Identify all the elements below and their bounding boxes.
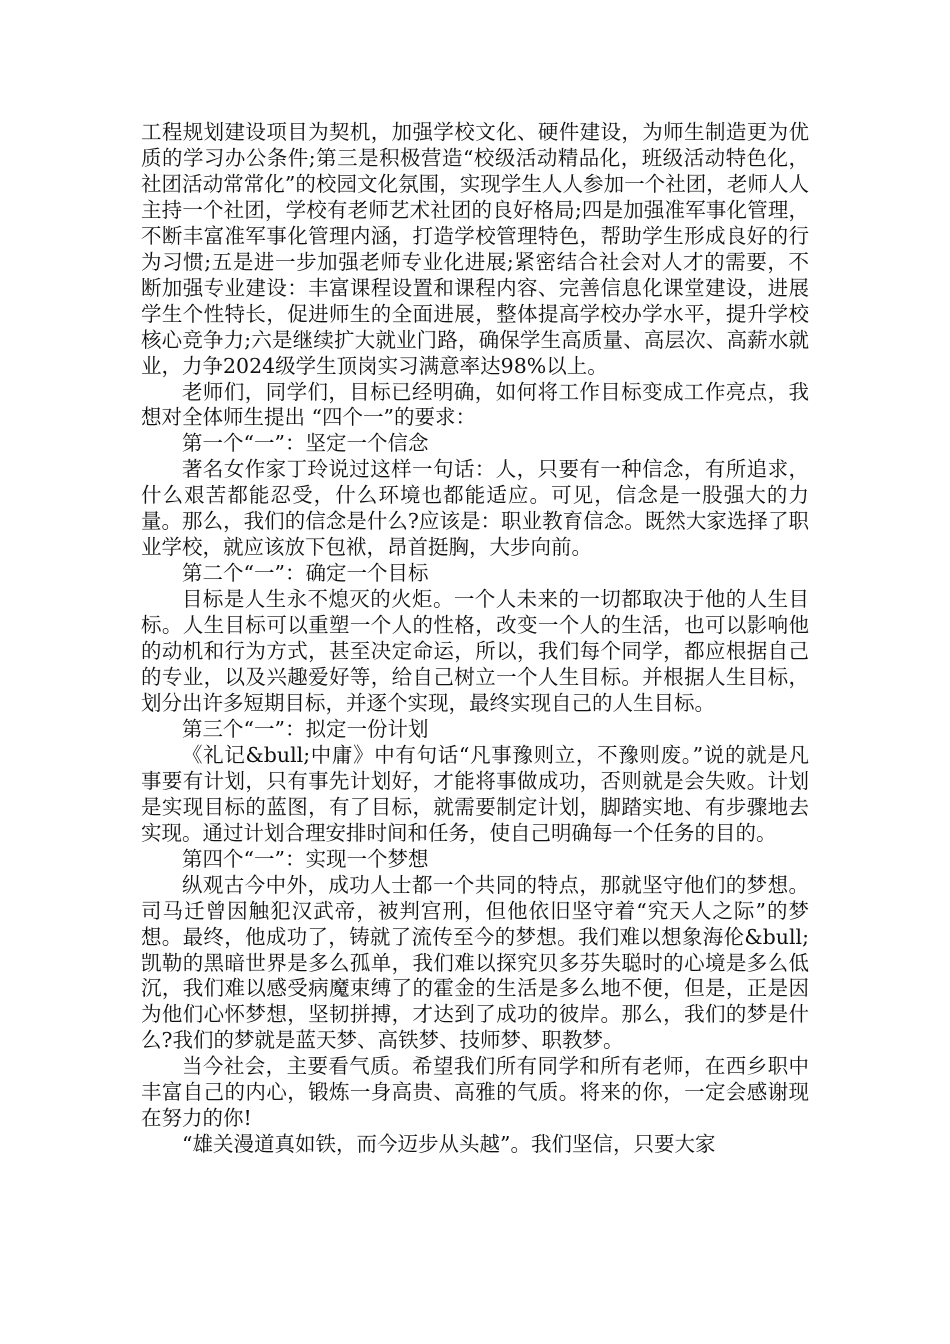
paragraph-four-requirements-intro: 老师们，同学们，目标已经明确，如何将工作目标变成工作亮点，我想对全体师生提出 “四个一”的要求：: [141, 379, 809, 430]
heading-first-belief: 第一个“一”：坚定一个信念: [182, 431, 429, 456]
document-page: [141, 120, 809, 1158]
heading-second-goal: 第二个“一”：确定一个目标: [182, 561, 429, 586]
paragraph-closing: “雄关漫道真如铁，而今迈步从头越”。我们坚信，只要大家: [182, 1132, 716, 1157]
paragraph-plan: 《礼记&bull;中庸》中有句话“凡事豫则立，不豫则废。”说的就是凡事要有计划，只有事先计划好，才能将事做成功，否则就是会失败。计划是实现目标的蓝图，有了目标，就需要制定计划，脚踏实地、有步骤地去实现。通过计划合理安排时间和任务，使自己明确每一个任务的目的。: [141, 742, 809, 845]
paragraph-dream: 纵观古今中外，成功人士都一个共同的特点，那就坚守他们的梦想。司马迁曾因触犯汉武帝，被判宫刑，但他依旧坚守着“究天人之际”的梦想。最终，他成功了，铸就了流传至今的梦想。我们难以想象海伦&bull;凯勒的黑暗世界是多么孤单，我们难以探究贝多芬失聪时的心境是多么低沉，我们难以感受病魔束缚了的霍金的生活是多么地不便，但是，正是因为他们心怀梦想，坚韧拼搏，才达到了成功的彼岸。那么，我们的梦是什么?我们的梦就是蓝天梦、高铁梦、技师梦、职教梦。: [141, 872, 809, 1053]
heading-third-plan: 第三个“一”：拟定一份计划: [182, 716, 429, 741]
paragraph-plan-continuation: 工程规划建设项目为契机，加强学校文化、硬件建设，为师生制造更为优质的学习办公条件;第三是积极营造“校级活动精品化，班级活动特色化，社团活动常常化”的校园文化氛围，实现学生人人参加一个社团，老师人人主持一个社团，学校有老师艺术社团的良好格局;四是加强准军事化管理，不断丰富准军事化管理内涵，打造学校管理特色，帮助学生形成良好的行为习惯;五是进一步加强老师专业化进展;紧密结合社会对人才的需要，不断加强专业建设：丰富课程设置和课程内容、完善信息化课堂建设，进展学生个性特长，促进师生的全面进展，整体提高学校办学水平，提升学校核心竞争力;六是继续扩大就业门路，确保学生高质量、高层次、高薪水就业，力争2024级学生顶岗实习满意率达98%以上。: [141, 120, 809, 378]
heading-fourth-dream: 第四个“一”：实现一个梦想: [182, 846, 429, 871]
paragraph-goal: 目标是人生永不熄灭的火炬。一个人未来的一切都取决于他的人生目标。人生目标可以重塑一个人的性格，改变一个人的生活，也可以影响他的动机和行为方式，甚至决定命运，所以，我们每个同学，都应根据自己的专业，以及兴趣爱好等，给自己树立一个人生目标。并根据人生目标，划分出许多短期目标，并逐个实现，最终实现自己的人生目标。: [141, 587, 809, 715]
paragraph-temperament: 当今社会，主要看气质。希望我们所有同学和所有老师，在西乡职中丰富自己的内心，锻炼一身高贵、高雅的气质。将来的你，一定会感谢现在努力的你!: [141, 1054, 809, 1131]
paragraph-belief: 著名女作家丁玲说过这样一句话：人，只要有一种信念，有所追求，什么艰苦都能忍受，什么环境也都能适应。可见，信念是一股强大的力量。那么，我们的信念是什么?应该是：职业教育信念。既然大家选择了职业学校，就应该放下包袱，昂首挺胸，大步向前。: [141, 457, 809, 560]
